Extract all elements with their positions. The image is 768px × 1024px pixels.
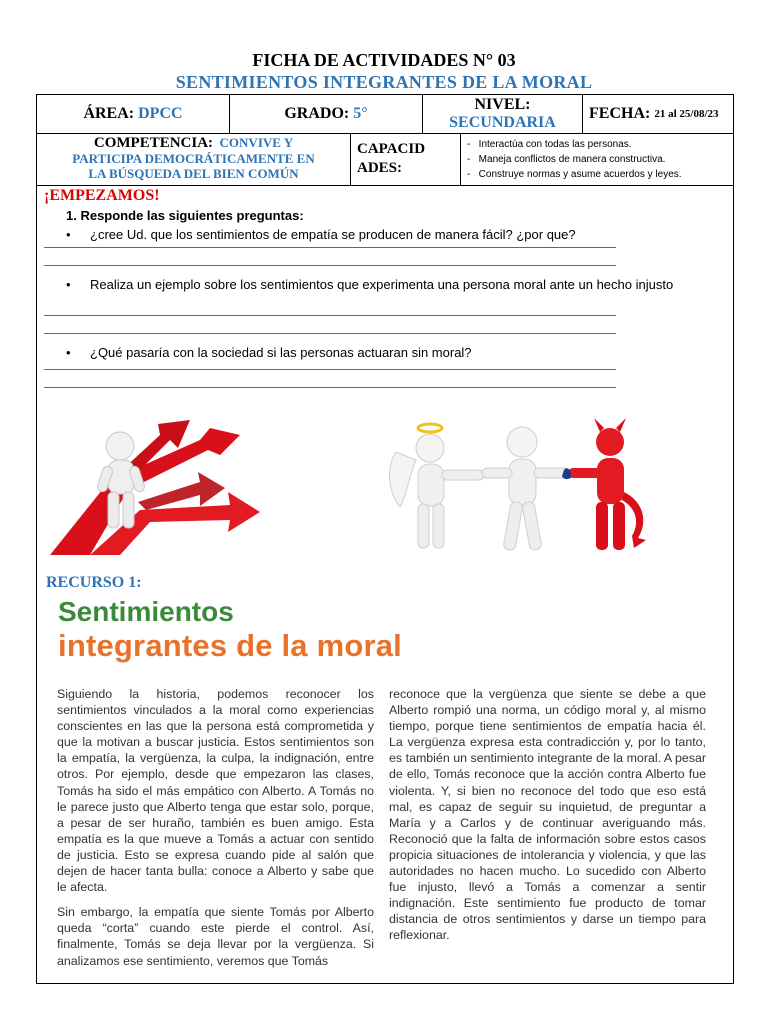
question-1: • ¿cree Ud. que los sentimientos de empatía se producen de manera fácil? ¿por que? <box>66 227 576 242</box>
answer-line[interactable] <box>44 333 616 334</box>
answer-line[interactable] <box>44 247 616 248</box>
nivel-label: NIVEL: <box>474 96 531 113</box>
competencia-label: COMPETENCIA: <box>93 135 214 151</box>
crossroads-arrows-image <box>50 410 262 555</box>
competencia-cell <box>37 134 351 185</box>
capacidades-cell <box>351 134 461 185</box>
bullet-icon: • <box>66 277 71 292</box>
area-label: ÁREA: <box>83 105 135 122</box>
answer-line[interactable] <box>44 387 616 388</box>
answer-line[interactable] <box>44 369 616 370</box>
resource-label: RECURSO 1: <box>46 574 142 591</box>
text-column-left <box>57 686 374 978</box>
bullet-icon: • <box>66 345 71 360</box>
competencia-value-1: CONVIVE Y <box>219 135 294 150</box>
capacidades-label-2: ADES: <box>357 160 403 176</box>
capacidades-label-1: CAPACID <box>357 141 426 157</box>
worksheet-subtitle: SENTIMIENTOS INTEGRANTES DE LA MORAL <box>175 72 593 92</box>
capacidades-list <box>461 134 733 185</box>
resource-heading-2: integrantes de la moral <box>58 628 402 663</box>
grado-value: 5° <box>353 105 368 122</box>
paragraph: Siguiendo la historia, podemos reconocer los sentimientos vinculados a la moral como experiencias conscientes en las que la persona está comprometida y que la motivan a buscar justicia. Estos sentimientos son la empatía, la vergüenza, la culpa, la indignación, entre otros. Por ejemplo, desde que empezaron las clases, Tomás ha sido el más empático con Alberto. A Tomás no le parece justo que Alberto tenga que estar solo, porque, a pesar de ser huraño, también es buen amigo. Esta empatía es la que mueve a Tomás a actuar con sentido de justicia. Esto se expresa cuando pide al salón que dejen de hacer tanta bulla: conoce a Alberto y sabe que le afecta. <box>57 687 374 895</box>
angel-person-devil-image <box>386 412 656 558</box>
question-3: • ¿Qué pasaría con la sociedad si las personas actuaran sin moral? <box>66 345 472 360</box>
worksheet-title: FICHA DE ACTIVIDADES N° 03 <box>252 50 516 70</box>
competencia-row <box>36 134 734 186</box>
fecha-label: FECHA: <box>589 105 651 122</box>
start-heading: ¡EMPEZAMOS! <box>44 187 160 204</box>
bullet-icon: • <box>66 227 71 242</box>
grado-cell <box>230 95 423 133</box>
nivel-value: SECUNDARIA <box>449 114 556 131</box>
info-row <box>36 94 734 134</box>
nivel-cell <box>423 95 583 133</box>
competencia-value-3: LA BÚSQUEDA DEL BIEN COMÚN <box>88 166 299 181</box>
capacidad-item: - Interactúa con todas las personas. <box>467 139 632 150</box>
question-2: • Realiza un ejemplo sobre los sentimientos que experimenta una persona moral ante un hecho injusto <box>66 277 674 292</box>
instruction: 1. Responde las siguientes preguntas: <box>66 208 304 223</box>
capacidad-item: - Maneja conflictos de manera constructiva. <box>467 154 666 165</box>
fecha-cell <box>583 95 733 133</box>
capacidad-item: - Construye normas y asume acuerdos y leyes. <box>467 169 682 180</box>
resource-heading-1: Sentimientos <box>58 596 234 627</box>
grado-label: GRADO: <box>284 105 350 122</box>
paragraph: reconoce que la vergüenza que siente se debe a que Alberto rompió una norma, un código moral y, al mismo tiempo, porque tiene sentimientos de empatía hacia él. La vergüenza expresa esta contradicción y, por lo tanto, es también un sentimiento integrante de la moral. A pesar de ello, Tomás reconoce que la acción contra Alberto fue violenta. Y, si bien no reconoce del todo que eso está mal, es capaz de seguir su inquietud, de preguntar a María y a Carlos y de continuar averiguando más. Reconoció que la falta de información sobre estos casos propicia situaciones de intolerancia y violencia, y que las autoridades no hacen mucho. Lo sucedido con Alberto fue injusto, llevó a Tomás a comenzar a sentir indignación. Este sentimiento fue producto de tomar distancia de otros sentimientos y darse un tiempo para reflexionar. <box>389 687 706 943</box>
paragraph: Sin embargo, la empatía que siente Tomás por Alberto queda “corta” cuando este pierde el control. Así, finalmente, Tomás se deja llevar por la vergüenza. Si analizamos ese sentimiento, veremos que Tomás <box>57 905 374 968</box>
text-column-right <box>389 686 706 953</box>
answer-line[interactable] <box>44 315 616 316</box>
area-value: DPCC <box>138 105 183 122</box>
competencia-value-2: PARTICIPA DEMOCRÁTICAMENTE EN <box>72 151 315 166</box>
area-cell <box>37 95 230 133</box>
answer-line[interactable] <box>44 265 616 266</box>
fecha-value: 21 al 25/08/23 <box>654 108 719 120</box>
